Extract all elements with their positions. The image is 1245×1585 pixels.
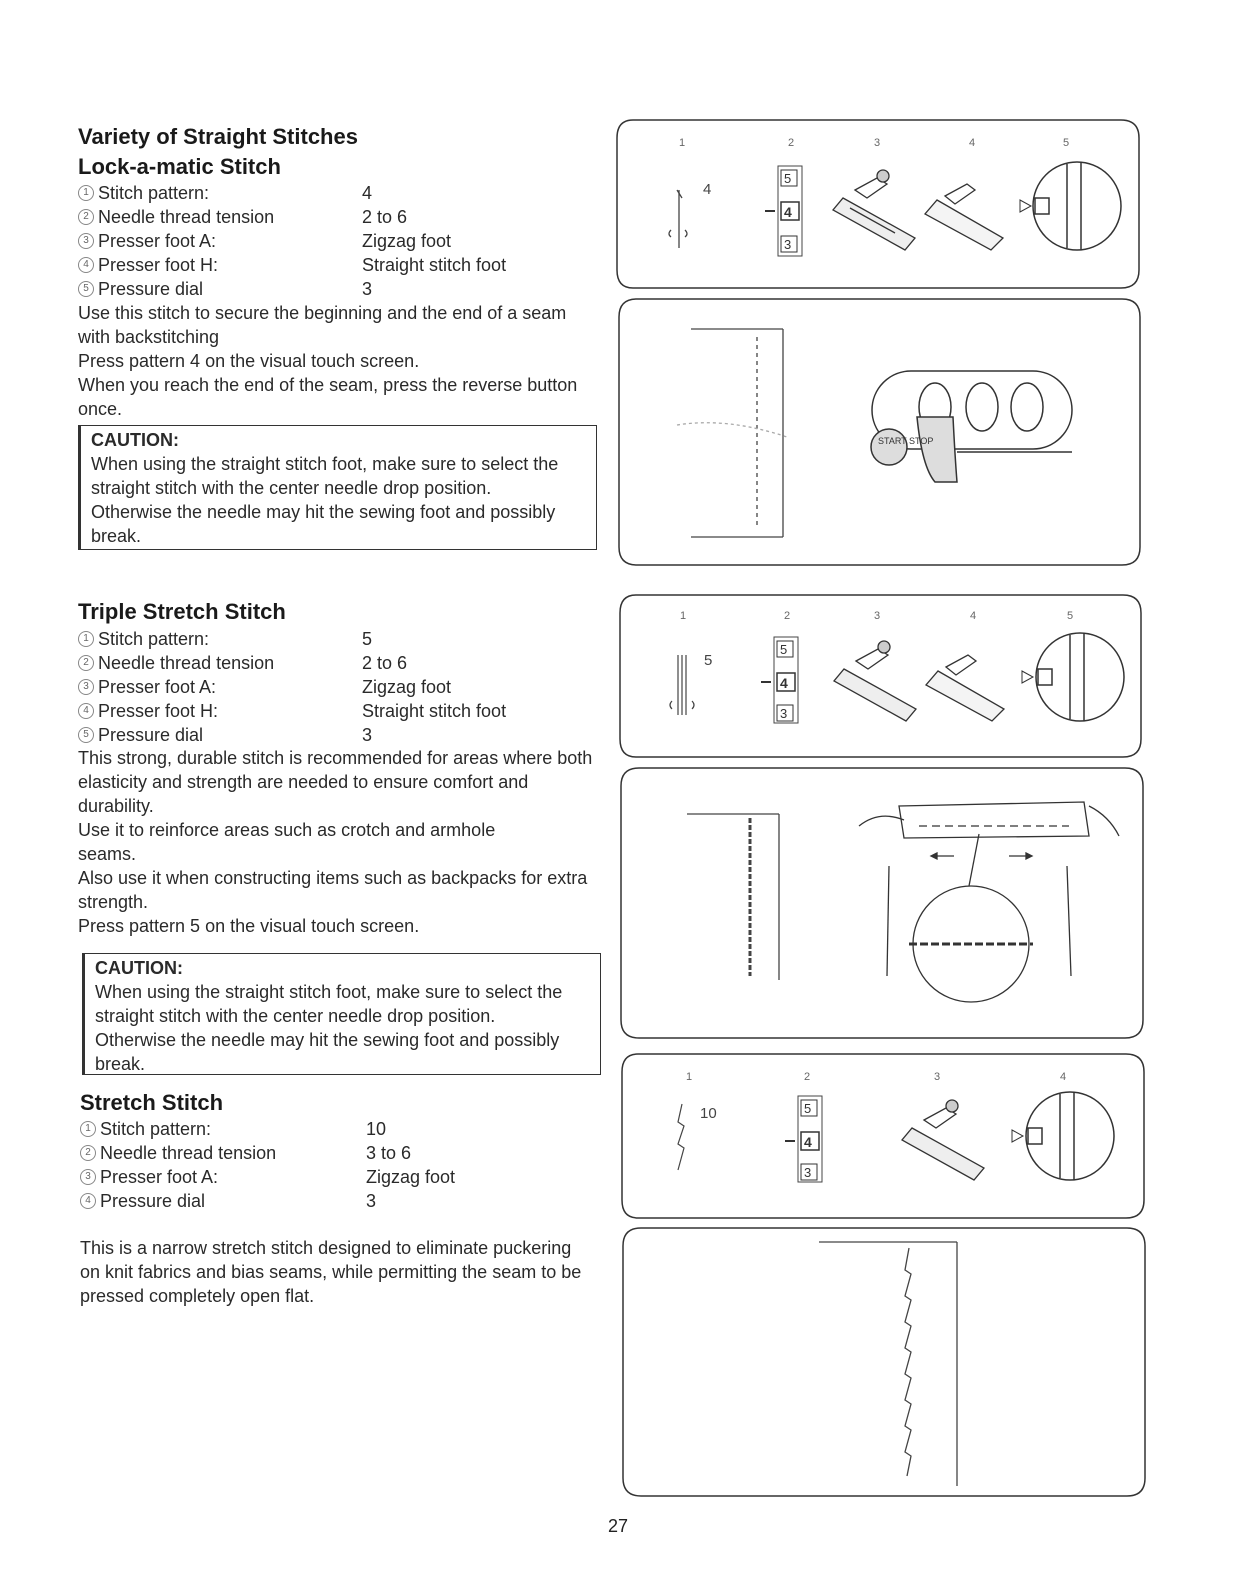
spec-value: Straight stitch foot: [362, 255, 507, 275]
spec-value: Zigzag foot: [362, 231, 452, 251]
spec-value: 4: [362, 183, 373, 203]
section-heading-variety: Variety of Straight Stitches: [78, 124, 358, 149]
spec-row: [78, 181, 506, 205]
spec-label: Needle thread tension: [100, 1143, 277, 1163]
figure-number: 4: [1060, 1071, 1067, 1083]
spec-list-triple-stretch: [78, 627, 506, 747]
fabric-seam-icon: [677, 329, 787, 537]
spec-value: 10: [366, 1119, 387, 1139]
section-heading-lock-a-matic: Lock-a-matic Stitch: [78, 154, 281, 179]
spec-row: [78, 699, 506, 723]
pressure-dial-icon: [1026, 1092, 1114, 1180]
paragraph: Press pattern 5 on the visual touch screen.: [78, 916, 420, 936]
stitch-symbol-icon: [669, 190, 687, 248]
caution-box-1: [78, 425, 597, 550]
circled-number: 1: [78, 631, 94, 647]
caution-title: CAUTION:: [91, 430, 179, 450]
tension-value: 3: [804, 1165, 812, 1180]
circled-number: 5: [78, 727, 94, 743]
paragraph: Press pattern 4 on the visual touch screen.: [78, 351, 420, 371]
page-number: 27: [608, 1516, 629, 1536]
paragraph: This strong, durable stitch is recommended for areas where both elasticity and strength are needed to ensure comfort and durability.: [78, 748, 593, 816]
tension-value: 3: [784, 237, 792, 252]
spec-value: 2 to 6: [362, 653, 408, 673]
figure-number: 3: [874, 137, 881, 149]
arrow-icon: [1012, 1130, 1023, 1142]
figure-triple-stretch-settings: [618, 593, 1143, 759]
triple-stitch-symbol-icon: [670, 655, 694, 715]
spec-label: Needle thread tension: [98, 653, 275, 673]
circled-number: 3: [80, 1169, 96, 1185]
circled-number: 3: [78, 679, 94, 695]
figure-number: 4: [969, 137, 976, 149]
spec-label: Presser foot A:: [100, 1167, 219, 1187]
paragraph: Use this stitch to secure the beginning and the end of a seam with backstitching: [78, 303, 567, 347]
spec-value: 3 to 6: [366, 1143, 412, 1163]
spec-label: Stitch pattern:: [100, 1119, 212, 1139]
spec-row: [78, 277, 506, 301]
tension-value: 4: [804, 1134, 812, 1150]
spec-label: Presser foot A:: [98, 231, 217, 251]
spec-value: 3: [366, 1191, 377, 1211]
spec-value: 3: [362, 725, 373, 745]
figure-number: 5: [1063, 137, 1070, 149]
figure-triple-stretch-fabric: [619, 766, 1145, 1040]
spec-row: [78, 675, 506, 699]
circled-number: 4: [78, 257, 94, 273]
start-stop-label: START STOP: [878, 436, 934, 446]
zigzag-foot-icon: [833, 170, 915, 250]
arrow-icon: [1022, 671, 1033, 683]
stretch-hands-icon: [859, 802, 1119, 1002]
stretch-stitch-symbol-icon: [678, 1104, 684, 1170]
paragraph: This is a narrow stretch stitch designed to eliminate puckering on knit fabrics and bias seams, while permitting the seam to be pressed completely open flat.: [80, 1238, 582, 1306]
straight-stitch-foot-icon: [925, 184, 1003, 250]
circled-number: 2: [78, 655, 94, 671]
spec-row: [78, 723, 506, 747]
tension-value: 5: [780, 642, 788, 657]
button-panel-icon: [871, 371, 1072, 482]
spec-label: Needle thread tension: [98, 207, 275, 227]
spec-value: Zigzag foot: [366, 1167, 456, 1187]
figure-reverse-button: [617, 297, 1142, 567]
figure-number: 2: [784, 610, 791, 622]
figure-number: 4: [970, 610, 977, 622]
paragraph: Use it to reinforce areas such as crotch and armhole seams.: [78, 820, 496, 864]
pressure-dial-icon: [1036, 633, 1124, 721]
figure-number: 3: [874, 610, 881, 622]
spec-value: Zigzag foot: [362, 677, 452, 697]
figure-lock-a-matic-settings: [615, 118, 1141, 290]
figure-number: 1: [679, 137, 686, 149]
spec-row: [78, 651, 506, 675]
figure-number: 1: [680, 610, 687, 622]
caution-text: When using the straight stitch foot, make sure to select the straight stitch with the center needle drop position. Otherwise the needle may hit the sewing foot and possibly break.: [91, 454, 559, 546]
spec-value: Straight stitch foot: [362, 701, 507, 721]
figure-number: 2: [788, 137, 795, 149]
circled-number: 2: [78, 209, 94, 225]
spec-label: Pressure dial: [98, 725, 204, 745]
circled-number: 5: [78, 281, 94, 297]
caution-text: When using the straight stitch foot, make sure to select the straight stitch with the center needle drop position. Otherwise the needle may hit the sewing foot and possibly break.: [95, 982, 563, 1074]
figure-number: 5: [1067, 610, 1074, 622]
caution-title: CAUTION:: [95, 958, 183, 978]
body-text-lock-a-matic: [78, 301, 578, 421]
tension-value: 4: [784, 204, 792, 220]
spec-row: [78, 627, 506, 651]
circled-number: 2: [80, 1145, 96, 1161]
section-heading-stretch: Stretch Stitch: [80, 1090, 224, 1115]
tension-value: 3: [780, 706, 788, 721]
caution-box-2: [82, 953, 601, 1075]
spec-label: Pressure dial: [98, 279, 204, 299]
spec-label: Presser foot H:: [98, 255, 219, 275]
tension-value: 5: [784, 171, 792, 186]
body-text-triple-stretch: [78, 746, 600, 938]
spec-label: Stitch pattern:: [98, 183, 210, 203]
zigzag-foot-icon: [902, 1100, 984, 1180]
circled-number: 4: [78, 703, 94, 719]
tension-value: 5: [804, 1101, 812, 1116]
section-heading-triple-stretch: Triple Stretch Stitch: [78, 599, 286, 624]
spec-label: Presser foot A:: [98, 677, 217, 697]
spec-list-stretch: [80, 1117, 455, 1213]
spec-label: Presser foot H:: [98, 701, 219, 721]
arrow-icon: [1020, 200, 1031, 212]
fabric-seam-icon: [819, 1242, 957, 1486]
spec-row: [80, 1189, 455, 1213]
circled-number: 1: [80, 1121, 96, 1137]
spec-row: [78, 205, 506, 229]
tension-value: 4: [780, 675, 788, 691]
pattern-number: 10: [700, 1105, 717, 1122]
spec-value: 5: [362, 629, 373, 649]
figure-number: 3: [934, 1071, 941, 1083]
spec-row: [80, 1117, 455, 1141]
figure-stretch-fabric: [621, 1226, 1147, 1498]
body-text-stretch: [80, 1236, 592, 1308]
straight-stitch-foot-icon: [926, 655, 1004, 721]
spec-row: [78, 229, 506, 253]
fabric-seam-icon: [687, 814, 779, 980]
zigzag-foot-icon: [834, 641, 916, 721]
spec-value: 3: [362, 279, 373, 299]
circled-number: 4: [80, 1193, 96, 1209]
paragraph: Also use it when constructing items such as backpacks for extra strength.: [78, 868, 588, 912]
spec-row: [80, 1141, 455, 1165]
circled-number: 3: [78, 233, 94, 249]
spec-value: 2 to 6: [362, 207, 408, 227]
spec-row: [78, 253, 506, 277]
circled-number: 1: [78, 185, 94, 201]
figure-number: 2: [804, 1071, 811, 1083]
pattern-number: 5: [704, 652, 713, 669]
figure-number: 1: [686, 1071, 693, 1083]
spec-row: [80, 1165, 455, 1189]
figure-stretch-settings: [620, 1052, 1146, 1220]
spec-list-lock-a-matic: [78, 181, 506, 301]
spec-label: Pressure dial: [100, 1191, 206, 1211]
spec-label: Stitch pattern:: [98, 629, 210, 649]
pattern-number: 4: [703, 181, 712, 198]
paragraph: When you reach the end of the seam, press the reverse button once.: [78, 375, 578, 419]
pressure-dial-icon: [1033, 162, 1121, 250]
